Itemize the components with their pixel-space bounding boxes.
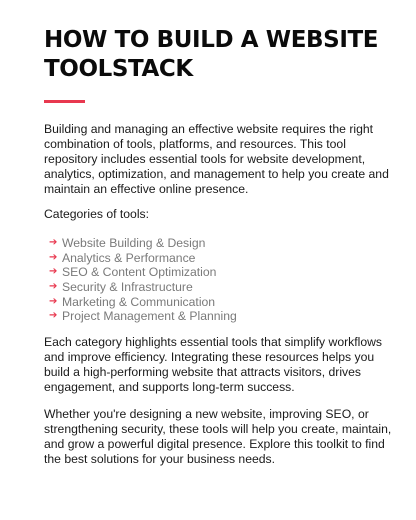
intro-line: analytics, optimization, and management to help you create and — [44, 167, 389, 181]
arrow-right-icon: ➔ — [49, 295, 58, 307]
intro-line: repository includes essential tools for website development, — [44, 152, 366, 166]
page-title — [44, 26, 384, 84]
closing-line: and grow a powerful digital presence. Explore this toolkit to find — [44, 437, 385, 451]
intro-line: maintain an effective online presence. — [44, 182, 249, 196]
category-label: Project Management & Planning — [62, 309, 237, 324]
arrow-right-icon: ➔ — [49, 251, 58, 263]
list-item — [49, 265, 237, 280]
intro-line: Building and managing an effective website requires the right — [44, 122, 374, 136]
list-item — [49, 309, 237, 324]
list-item — [49, 251, 237, 266]
accent-divider — [44, 100, 85, 103]
arrow-right-icon: ➔ — [49, 310, 58, 322]
summary-line: engagement, and supports long-term success. — [44, 380, 295, 394]
category-label: Analytics & Performance — [62, 250, 196, 265]
arrow-right-icon: ➔ — [49, 281, 58, 293]
title-line: TOOLSTACK — [44, 56, 193, 82]
category-label: SEO & Content Optimization — [62, 265, 217, 280]
category-label: Marketing & Communication — [62, 294, 216, 309]
list-item — [49, 280, 237, 295]
intro-paragraph — [44, 122, 389, 197]
list-item — [49, 236, 237, 251]
closing-line: Whether you're designing a new website, improving SEO, or — [44, 407, 369, 421]
intro-line: combination of tools, platforms, and resources. This tool — [44, 137, 346, 151]
summary-line: and improve efficiency. Integrating these resources helps you — [44, 350, 375, 364]
categories-label: Categories of tools: — [44, 207, 150, 221]
arrow-right-icon: ➔ — [49, 237, 58, 249]
closing-paragraph — [44, 407, 392, 467]
category-label: Website Building & Design — [62, 236, 206, 251]
closing-line: the best solutions for your business needs. — [44, 452, 276, 466]
closing-line: strengthening security, these tools will help you create, maintain, — [44, 422, 392, 436]
category-label: Security & Infrastructure — [62, 280, 193, 295]
list-item — [49, 294, 237, 309]
title-line: HOW TO BUILD A WEBSITE — [44, 27, 379, 53]
arrow-right-icon: ➔ — [49, 266, 58, 278]
summary-line: Each category highlights essential tools that simplify workflows — [44, 335, 383, 349]
summary-line: build a high-performing website that attracts visitors, drives — [44, 365, 362, 379]
summary-paragraph — [44, 335, 383, 395]
categories-list — [49, 236, 237, 324]
